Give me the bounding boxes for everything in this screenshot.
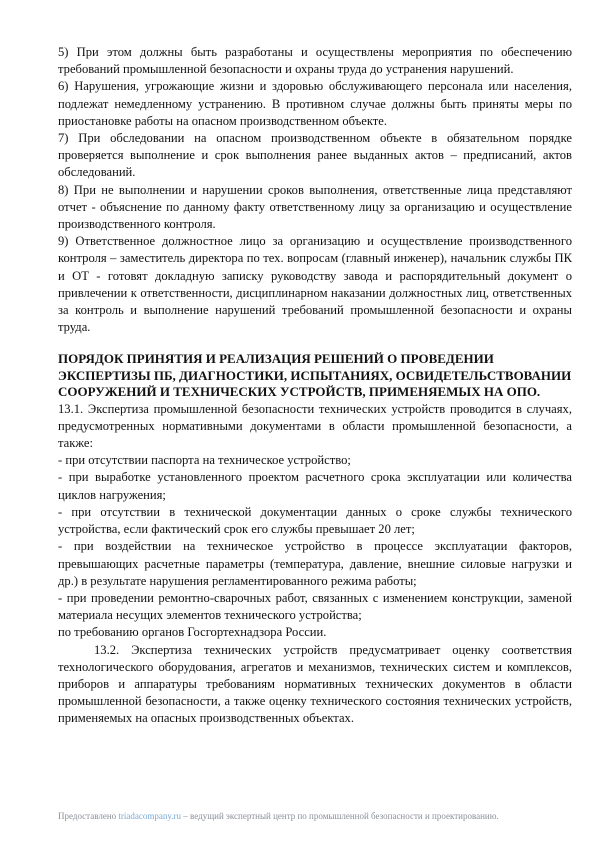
paragraph-7: 7) При обследовании на опасном производственном объекте в обязательном порядке проверяется выполнение и срок выполнения ранее выданных актов – предписаний, актов обследований. <box>58 131 572 180</box>
list-item: - при воздействии на техническое устройство в процессе эксплуатации факторов, превышающих расчетные параметры (температура, давление, внешние силовые нагрузки и др.) в результате нарушения регламентированного режима работы; <box>58 539 572 588</box>
page-footer <box>58 810 558 822</box>
paragraph-5: 5) При этом должны быть разработаны и осуществлены мероприятия по обеспечению требований промышленной безопасности и охраны труда до устранения нарушений. <box>58 45 572 77</box>
list-item: - при отсутствии в технической документации данных о сроке службы технического устройства, если фактический срок его службы превышает 20 лет; <box>58 504 572 537</box>
document-body <box>58 44 572 728</box>
paragraph-13-1: 13.1. Экспертиза промышленной безопасности технических устройств проводится в случаях, предусмотренных нормативными документами в области промышленной безопасности, а также: <box>58 401 572 451</box>
list-item: - при проведении ремонтно-сварочных работ, связанных с изменением конструкции, заменой материала несущих элементов технического устройства; <box>58 590 572 623</box>
paragraph-13-2: 13.2. Экспертиза технических устройств предусматривает оценку соответствия технологического оборудования, агрегатов и механизмов, технических систем и комплексов, приборов и аппаратуры требованиям нормативных технических документов в области промышленной безопасности, а также оценку технического состояния технических устройств, применяемых на опасных производственных объектах. <box>58 642 572 726</box>
list-item: - при выработке установленного проектом расчетного срока эксплуатации или количества циклов нагружения; <box>58 470 572 502</box>
paragraph-9: 9) Ответственное должностное лицо за организацию и осуществление производственного контроля – заместитель директора по тех. вопросам (главный инженер), начальник службы ПК и ОТ - готовят докладную записку руководству завода и распорядительный документ о привлечении к ответственности, дисциплинарном наказании должностных лиц, ответственных за контроль и выполнение нарушений требований промышленной безопасности и охраны труда. <box>58 234 572 335</box>
section-heading: ПОРЯДОК ПРИНЯТИЯ И РЕАЛИЗАЦИЯ РЕШЕНИЙ О ПРОВЕДЕНИИ ЭКСПЕРТИЗЫ ПБ, ДИАГНОСТИКИ, ИСПЫТАНИЯХ, ОСВИДЕТЕЛЬСТВОВАНИИ СООРУЖЕНИЙ И ТЕХНИЧЕСКИХ УСТРОЙСТВ, ПРИМЕНЯЕМЫХ НА ОПО. <box>58 351 572 400</box>
paragraph-8: 8) При не выполнении и нарушении сроков выполнения, ответственные лица представляют отчет - объяснение по данному факту ответственному лицу за организацию и осуществление производственного контроля. <box>58 182 572 232</box>
footer-suffix: – ведущий экспертный центр по промышленной безопасности и проектированию. <box>181 811 499 821</box>
paragraph-6: 6) Нарушения, угрожающие жизни и здоровью обслуживающего персонала или населения, подлежат немедленному устранению. В противном случае должны быть приняты меры по приостановке работы на опасном производственном объекте. <box>58 79 572 128</box>
footer-link[interactable]: triadacompany.ru <box>118 811 182 821</box>
footer-prefix: Предоставлено <box>58 811 119 821</box>
list-item: по требованию органов Госгортехнадзора России. <box>58 625 327 640</box>
list-item: - при отсутствии паспорта на техническое устройство; <box>58 453 351 468</box>
